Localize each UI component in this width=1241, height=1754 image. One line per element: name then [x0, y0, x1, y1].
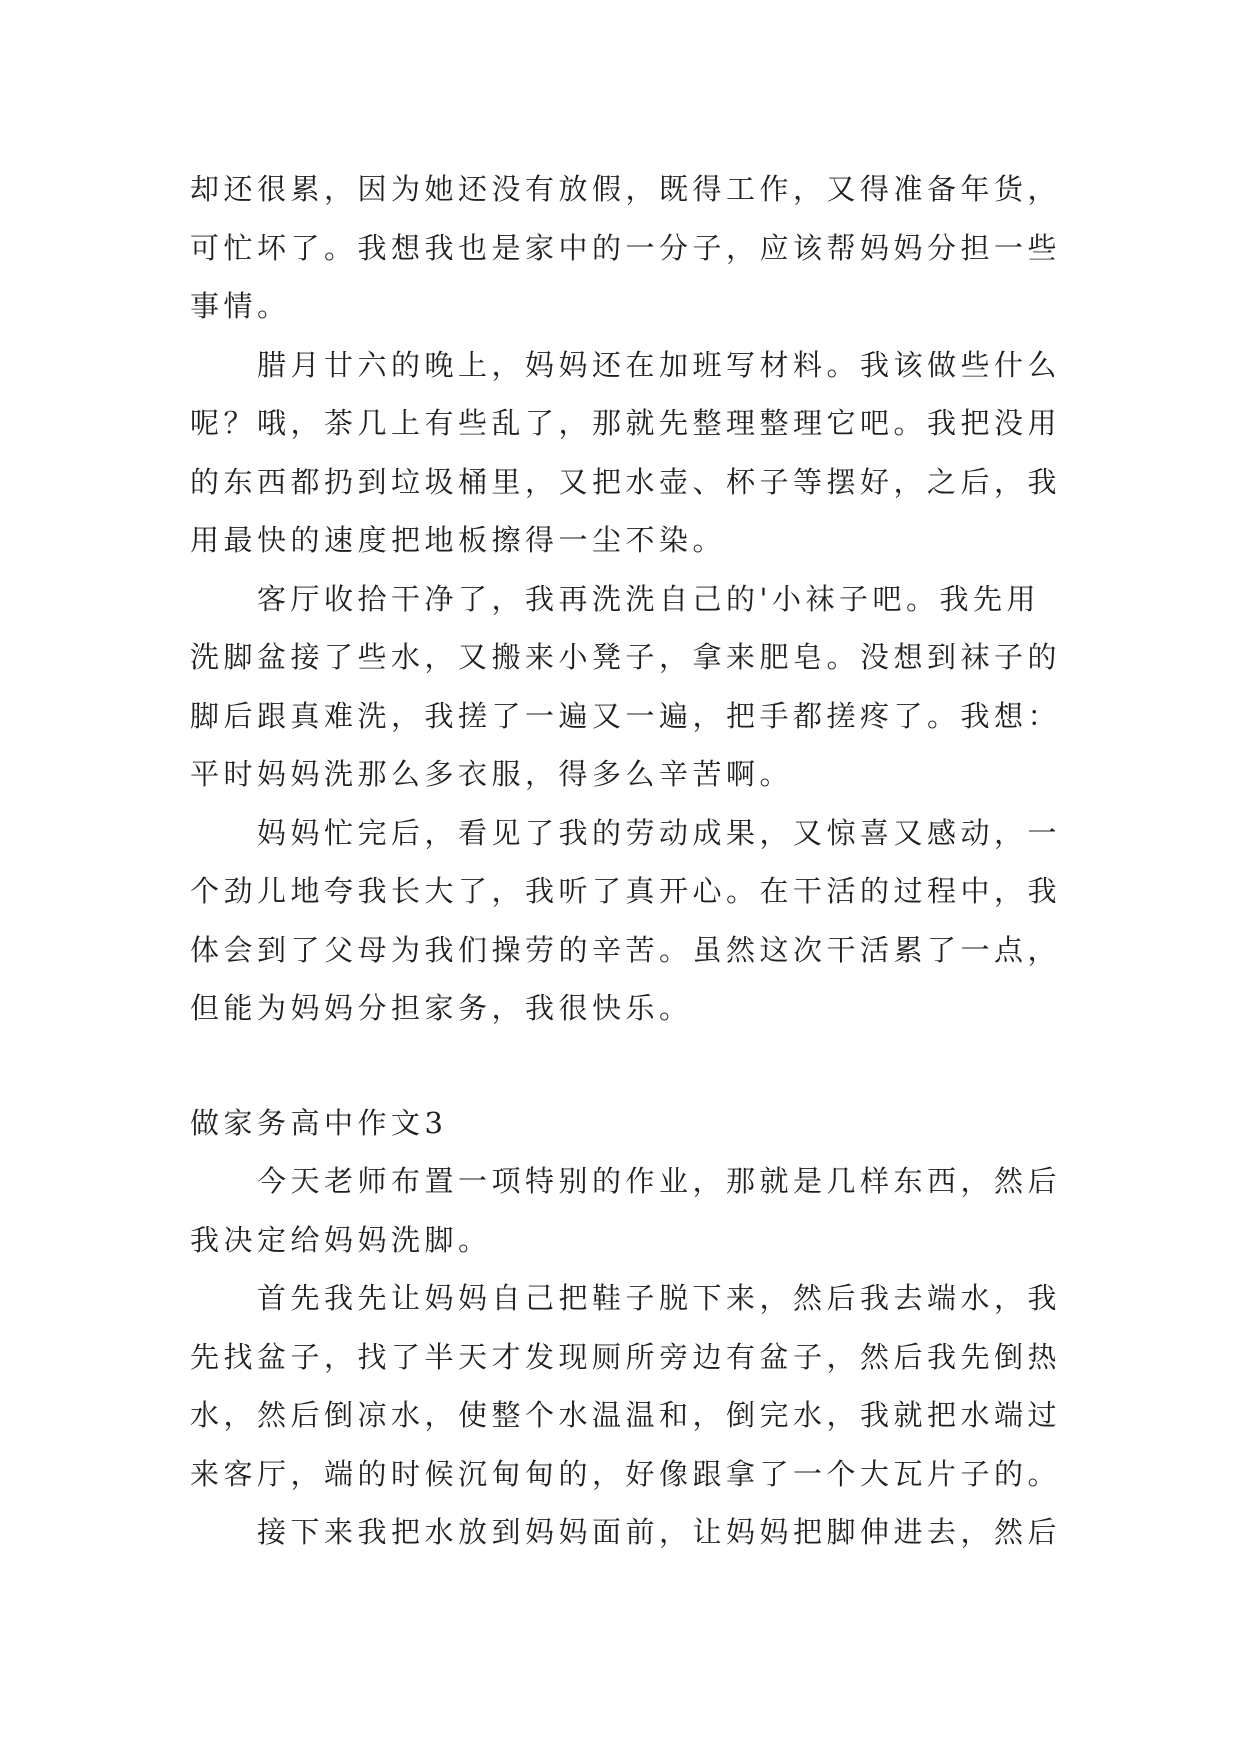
- text-line: 我决定给妈妈洗脚。: [190, 1222, 492, 1257]
- text-line: 腊月廿六的晚上，妈妈还在加班写材料。我该做些什么: [257, 347, 1062, 382]
- paragraph: [190, 336, 1090, 570]
- text-line: 客厅收拾干净了，我再洗洗自己的'小袜子吧。我先用: [257, 581, 1040, 616]
- text-line: 水，然后倒凉水，使整个水温温和，倒完水，我就把水端过: [190, 1398, 1062, 1432]
- text-line: 脚后跟真难洗，我搓了一遍又一遍，把手都搓疼了。我想：: [190, 698, 1062, 733]
- text-line: 个劲儿地夸我长大了，我听了真开心。在干活的过程中，我: [190, 874, 1062, 908]
- text-line: 妈妈忙完后，看见了我的劳动成果，又惊喜又感动，一: [257, 815, 1062, 850]
- text-line: 事情。: [190, 289, 291, 323]
- paragraph: [190, 160, 1090, 336]
- document-body: [190, 160, 1090, 1562]
- paragraph: [190, 1152, 1090, 1269]
- text-line: 呢？哦，茶几上有些乱了，那就先整理整理它吧。我把没用: [190, 406, 1062, 440]
- text-line: 洗脚盆接了些水，又搬来小凳子，拿来肥皂。没想到袜子的: [190, 640, 1062, 674]
- text-line: 可忙坏了。我想我也是家中的一分子，应该帮妈妈分担一些: [190, 230, 1062, 265]
- text-line: 却还很累，因为她还没有放假，既得工作，又得准备年货，: [190, 172, 1062, 206]
- text-line: 的东西都扔到垃圾桶里，又把水壶、杯子等摆好，之后，我: [190, 464, 1062, 499]
- text-line: 用最快的速度把地板擦得一尘不染。: [190, 523, 727, 557]
- essay-title: 做家务高中作文3: [190, 1105, 448, 1140]
- paragraph: [190, 1269, 1090, 1503]
- paragraph: [190, 804, 1090, 1038]
- text-line: 首先我先让妈妈自己把鞋子脱下来，然后我去端水，我: [257, 1281, 1062, 1315]
- paragraph: [190, 1503, 1090, 1562]
- text-line: 接下来我把水放到妈妈面前，让妈妈把脚伸进去，然后: [257, 1515, 1062, 1549]
- text-line: 体会到了父母为我们操劳的辛苦。虽然这次干活累了一点，: [190, 932, 1062, 967]
- text-line: 来客厅，端的时候沉甸甸的，好像跟拿了一个大瓦片子的。: [190, 1456, 1062, 1491]
- text-line: 平时妈妈洗那么多衣服，得多么辛苦啊。: [190, 757, 794, 791]
- paragraph: [190, 570, 1090, 804]
- text-line: 今天老师布置一项特别的作业，那就是几样东西，然后: [257, 1164, 1062, 1198]
- text-line: 先找盆子，找了半天才发现厕所旁边有盆子，然后我先倒热: [190, 1339, 1062, 1374]
- blank-line: [190, 1038, 1090, 1094]
- text-line: 但能为妈妈分担家务，我很快乐。: [190, 991, 693, 1025]
